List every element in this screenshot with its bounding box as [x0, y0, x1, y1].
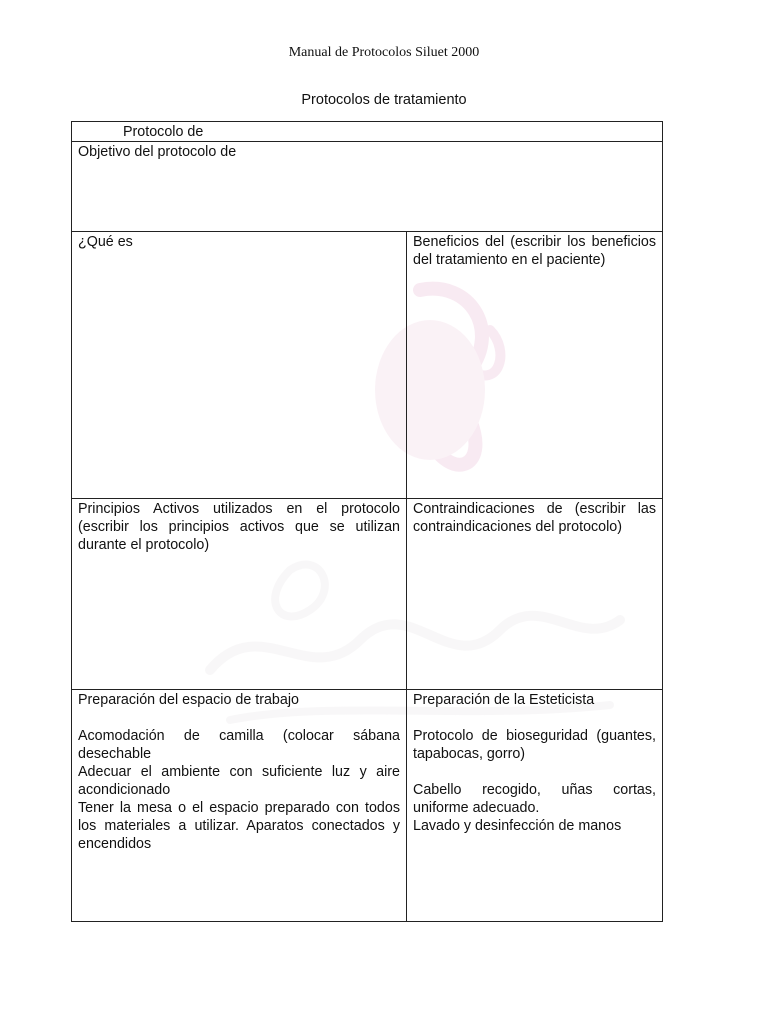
principios-cell: [72, 499, 407, 690]
objective-cell: [72, 142, 663, 232]
prep-esteticista-item: Lavado y desinfección de manos: [413, 818, 622, 834]
protocol-table: [71, 121, 663, 922]
document-header: Manual de Protocolos Siluet 2000: [288, 45, 480, 60]
principios-text: Principios Activos utilizados en el protocolo (escribir los principios activos que se utilizan durante el protocolo): [78, 501, 400, 553]
contraindicaciones-cell: [407, 499, 663, 690]
prep-esteticista-cell: [407, 690, 663, 922]
objective-label: Objetivo del protocolo de: [78, 144, 237, 160]
page-title: Protocolos de tratamiento: [301, 92, 467, 108]
prep-esteticista-item: Protocolo de bioseguridad (guantes, tapabocas, gorro): [413, 728, 656, 762]
protocol-name-label: Protocolo de: [123, 124, 204, 140]
beneficios-cell: [407, 232, 663, 499]
prep-espacio-item: Adecuar el ambiente con suficiente luz y aire acondicionado: [78, 764, 400, 798]
prep-espacio-item: Acomodación de camilla (colocar sábana desechable: [78, 728, 400, 762]
prep-espacio-heading: Preparación del espacio de trabajo: [78, 692, 299, 708]
prep-esteticista-heading: Preparación de la Esteticista: [413, 692, 595, 708]
protocol-name-cell: [72, 122, 663, 142]
prep-espacio-cell: [72, 690, 407, 922]
prep-espacio-item: Tener la mesa o el espacio preparado con todos los materiales a utilizar. Aparatos conectados y encendidos: [78, 800, 400, 852]
beneficios-text: Beneficios del (escribir los beneficios del tratamiento en el paciente): [413, 234, 656, 268]
contraindicaciones-text: Contraindicaciones de (escribir las contraindicaciones del protocolo): [413, 501, 656, 535]
que-es-cell: [72, 232, 407, 499]
prep-esteticista-item: Cabello recogido, uñas cortas, uniforme adecuado.: [413, 782, 656, 816]
que-es-label: ¿Qué es: [78, 234, 133, 250]
